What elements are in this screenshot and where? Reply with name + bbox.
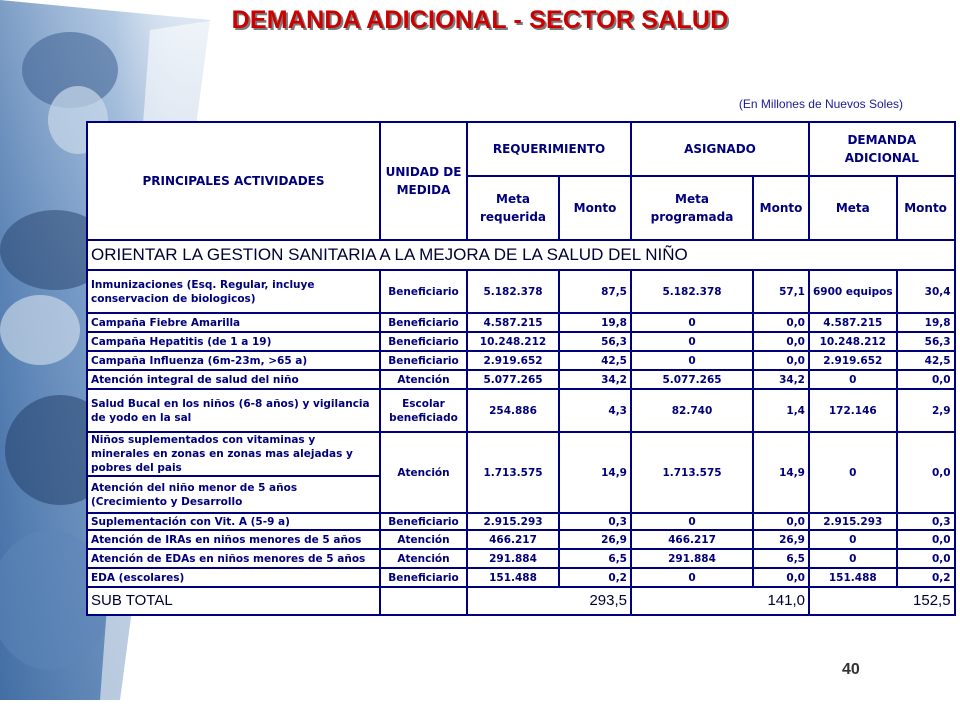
meta-req-cell: 2.919.652 (467, 351, 559, 370)
meta-prog-cell: 5.077.265 (631, 370, 753, 389)
monto-asig-cell: 0,0 (753, 513, 809, 530)
meta-prog-cell: 0 (631, 351, 753, 370)
unit-cell: Beneficiario (380, 513, 467, 530)
activity-cell: Atención de IRAs en niños menores de 5 años (87, 530, 380, 549)
monto-dem-cell: 42,5 (897, 351, 955, 370)
monto-req-cell: 0,3 (559, 513, 631, 530)
activity-cell: Inmunizaciones (Esq. Regular, incluye conservacion de biologicos) (87, 270, 380, 313)
monto-req-cell: 14,9 (559, 432, 631, 513)
meta-prog-cell: 0 (631, 313, 753, 332)
unit-cell: Beneficiario (380, 313, 467, 332)
meta-req-cell: 5.182.378 (467, 270, 559, 313)
monto-dem-cell: 0,0 (897, 549, 955, 568)
table-row (87, 313, 955, 332)
meta-dem-cell: 151.488 (809, 568, 897, 587)
unit-cell: Escolar beneficiado (380, 389, 467, 432)
activity-cell: Suplementación con Vit. A (5-9 a) (87, 513, 380, 530)
monto-asig-cell: 57,1 (753, 270, 809, 313)
header-meta-programada: Meta programada (631, 176, 753, 240)
meta-dem-cell: 0 (809, 370, 897, 389)
monto-dem-cell: 2,9 (897, 389, 955, 432)
monto-asig-cell: 14,9 (753, 432, 809, 513)
meta-req-cell: 2.915.293 (467, 513, 559, 530)
meta-req-cell: 466.217 (467, 530, 559, 549)
activity-cell: Salud Bucal en los niños (6-8 años) y vigilancia de yodo en la sal (87, 389, 380, 432)
table-row (87, 332, 955, 351)
monto-req-cell: 87,5 (559, 270, 631, 313)
meta-dem-cell: 0 (809, 432, 897, 513)
meta-dem-cell: 0 (809, 530, 897, 549)
unit-cell: Atención (380, 432, 467, 513)
meta-prog-cell: 0 (631, 332, 753, 351)
header-monto-asig: Monto (753, 176, 809, 240)
monto-dem-cell: 19,8 (897, 313, 955, 332)
meta-prog-cell: 0 (631, 513, 753, 530)
monto-asig-cell: 6,5 (753, 549, 809, 568)
meta-req-cell: 291.884 (467, 549, 559, 568)
meta-req-cell: 4.587.215 (467, 313, 559, 332)
header-requerimiento: REQUERIMIENTO (467, 122, 631, 176)
meta-prog-cell: 5.182.378 (631, 270, 753, 313)
meta-dem-cell: 4.587.215 (809, 313, 897, 332)
subtotal-demanda: 152,5 (809, 587, 955, 615)
meta-req-cell: 151.488 (467, 568, 559, 587)
monto-asig-cell: 0,0 (753, 568, 809, 587)
header-demanda: DEMANDA ADICIONAL (809, 122, 955, 176)
table-row (87, 530, 955, 549)
meta-prog-cell: 1.713.575 (631, 432, 753, 513)
table-row (87, 432, 955, 476)
monto-req-cell: 19,8 (559, 313, 631, 332)
monto-asig-cell: 26,9 (753, 530, 809, 549)
meta-dem-cell: 2.919.652 (809, 351, 897, 370)
subtotal-row (87, 587, 955, 615)
monto-req-cell: 42,5 (559, 351, 631, 370)
table-row (87, 513, 955, 530)
monto-req-cell: 4,3 (559, 389, 631, 432)
activity-cell: Atención del niño menor de 5 años (Crecimiento y Desarrollo (87, 476, 380, 513)
meta-req-cell: 254.886 (467, 389, 559, 432)
table-row (87, 568, 955, 587)
monto-asig-cell: 0,0 (753, 351, 809, 370)
monto-asig-cell: 1,4 (753, 389, 809, 432)
meta-prog-cell: 82.740 (631, 389, 753, 432)
subtotal-empty-cell (380, 587, 467, 615)
unit-cell: Beneficiario (380, 568, 467, 587)
meta-req-cell: 5.077.265 (467, 370, 559, 389)
unit-cell: Beneficiario (380, 351, 467, 370)
monto-dem-cell: 0,0 (897, 530, 955, 549)
header-monto-dem: Monto (897, 176, 955, 240)
monto-req-cell: 26,9 (559, 530, 631, 549)
activity-cell: Niños suplementados con vitaminas y minerales en zonas en zonas mas alejadas y pobres del pais (87, 432, 380, 476)
monto-req-cell: 0,2 (559, 568, 631, 587)
header-row-1 (87, 122, 955, 176)
subtotal-label: SUB TOTAL (87, 587, 380, 615)
meta-prog-cell: 466.217 (631, 530, 753, 549)
header-unit: UNIDAD DE MEDIDA (380, 122, 467, 240)
activity-cell: Atención de EDAs en niños menores de 5 años (87, 549, 380, 568)
monto-asig-cell: 0,0 (753, 332, 809, 351)
activity-cell: EDA (escolares) (87, 568, 380, 587)
monto-dem-cell: 0,0 (897, 370, 955, 389)
header-monto-req: Monto (559, 176, 631, 240)
monto-dem-cell: 0,3 (897, 513, 955, 530)
meta-prog-cell: 291.884 (631, 549, 753, 568)
monto-asig-cell: 0,0 (753, 313, 809, 332)
section-title: ORIENTAR LA GESTION SANITARIA A LA MEJORA DE LA SALUD DEL NIÑO (87, 240, 955, 270)
activity-cell: Atención integral de salud del niño (87, 370, 380, 389)
meta-dem-cell: 6900 equipos (809, 270, 897, 313)
monto-req-cell: 34,2 (559, 370, 631, 389)
section-row (87, 240, 955, 270)
monto-req-cell: 56,3 (559, 332, 631, 351)
subtotal-asignado: 141,0 (631, 587, 809, 615)
unit-cell: Beneficiario (380, 270, 467, 313)
meta-req-cell: 1.713.575 (467, 432, 559, 513)
activity-cell: Campaña Fiebre Amarilla (87, 313, 380, 332)
meta-dem-cell: 10.248.212 (809, 332, 897, 351)
table-row (87, 389, 955, 432)
subtotal-requerimiento: 293,5 (467, 587, 631, 615)
monto-dem-cell: 30,4 (897, 270, 955, 313)
header-meta: Meta (809, 176, 897, 240)
page-number: 40 (842, 661, 860, 678)
meta-prog-cell: 0 (631, 568, 753, 587)
table-row (87, 351, 955, 370)
activity-cell: Campaña Hepatitis (de 1 a 19) (87, 332, 380, 351)
header-meta-requerida: Meta requerida (467, 176, 559, 240)
meta-dem-cell: 0 (809, 549, 897, 568)
header-asignado: ASIGNADO (631, 122, 809, 176)
unit-note: (En Millones de Nuevos Soles) (738, 97, 903, 111)
activities-table (86, 121, 956, 616)
meta-dem-cell: 2.915.293 (809, 513, 897, 530)
monto-dem-cell: 0,0 (897, 432, 955, 513)
unit-cell: Atención (380, 530, 467, 549)
unit-cell: Atención (380, 549, 467, 568)
meta-req-cell: 10.248.212 (467, 332, 559, 351)
table-row (87, 549, 955, 568)
monto-req-cell: 6,5 (559, 549, 631, 568)
monto-dem-cell: 0,2 (897, 568, 955, 587)
meta-dem-cell: 172.146 (809, 389, 897, 432)
monto-dem-cell: 56,3 (897, 332, 955, 351)
table-row (87, 370, 955, 389)
page-title: DEMANDA ADICIONAL - SECTOR SALUD (231, 6, 729, 34)
activity-cell: Campaña Influenza (6m-23m, >65 a) (87, 351, 380, 370)
header-activities: PRINCIPALES ACTIVIDADES (87, 122, 380, 240)
unit-cell: Beneficiario (380, 332, 467, 351)
table-row (87, 270, 955, 313)
unit-cell: Atención (380, 370, 467, 389)
monto-asig-cell: 34,2 (753, 370, 809, 389)
